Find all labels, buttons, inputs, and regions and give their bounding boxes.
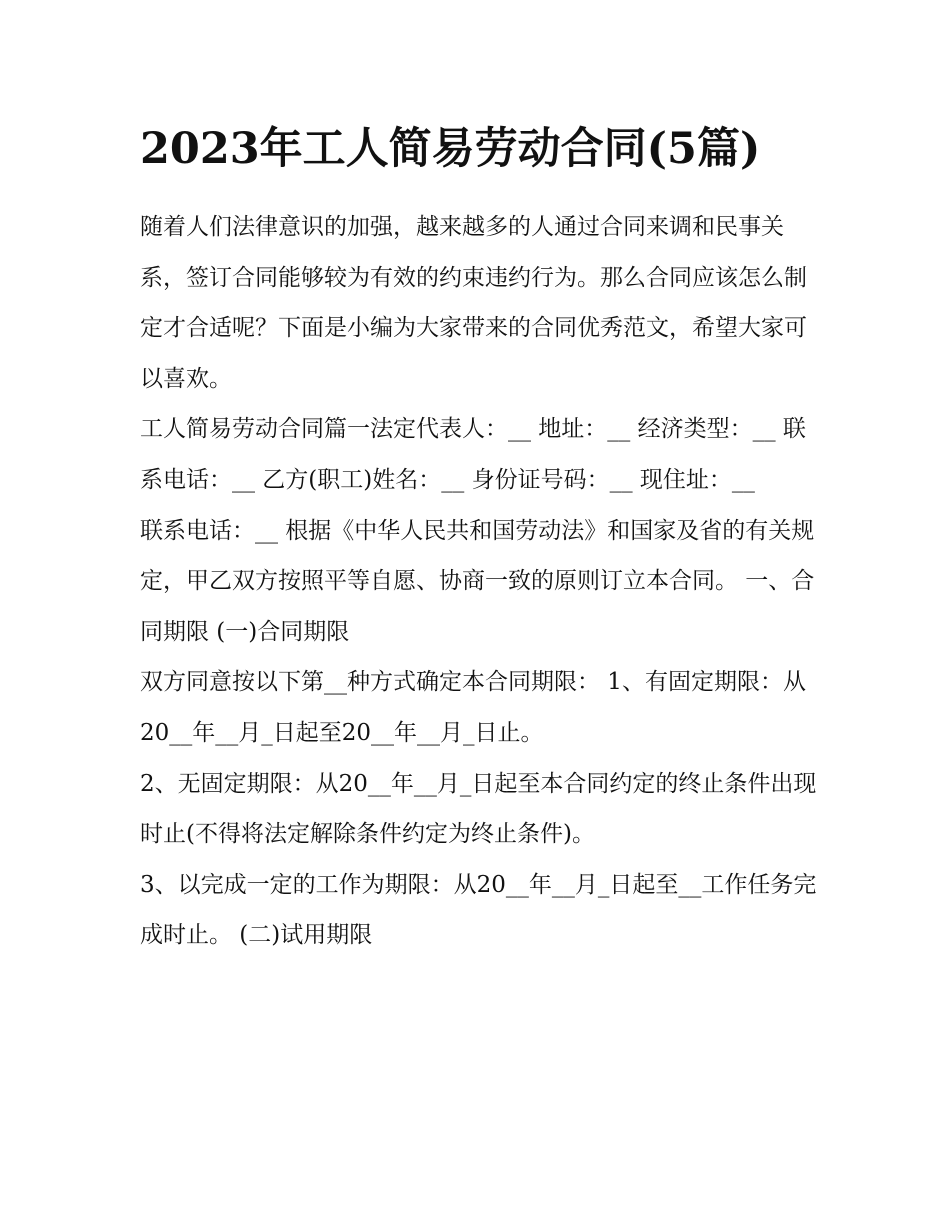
document-body [140,118,820,961]
indefinite-term-paragraph: 2、无固定期限：从20__年__月_日起至本合同约定的终止条件出现时止(不得将法定解除条件约定为终止条件)。 [140,770,817,848]
document-title: 2023年工人简易劳动合同(5篇) [140,124,761,174]
task-term-paragraph: 3、以完成一定的工作为期限：从20__年__月_日起至__工作任务完成时止。 (二)试用期限 [140,871,817,949]
legal-basis-paragraph: 联系电话：__ 根据《中华人民共和国劳动法》和国家及省的有关规定，甲乙双方按照平等自愿、协商一致的原则订立本合同。 一、合同期限 (一)合同期限 [140,517,815,645]
party-info-paragraph: 工人简易劳动合同篇一法定代表人：__ 地址：__ 经济类型：__ 联系电话：__ 乙方(职工)姓名：__ 身份证号码：__ 现住址：__ [140,416,806,493]
term-option-paragraph: 双方同意按以下第__种方式确定本合同期限： 1、有固定期限：从20__年__月_日起至20__年__月_日止。 [140,669,806,746]
intro-paragraph: 随着人们法律意识的加强，越来越多的人通过合同来调和民事关系，签订合同能够较为有效的约束违约行为。那么合同应该怎么制定才合适呢？下面是小编为大家带来的合同优秀范文，希望大家可以喜欢。 [140,214,807,392]
